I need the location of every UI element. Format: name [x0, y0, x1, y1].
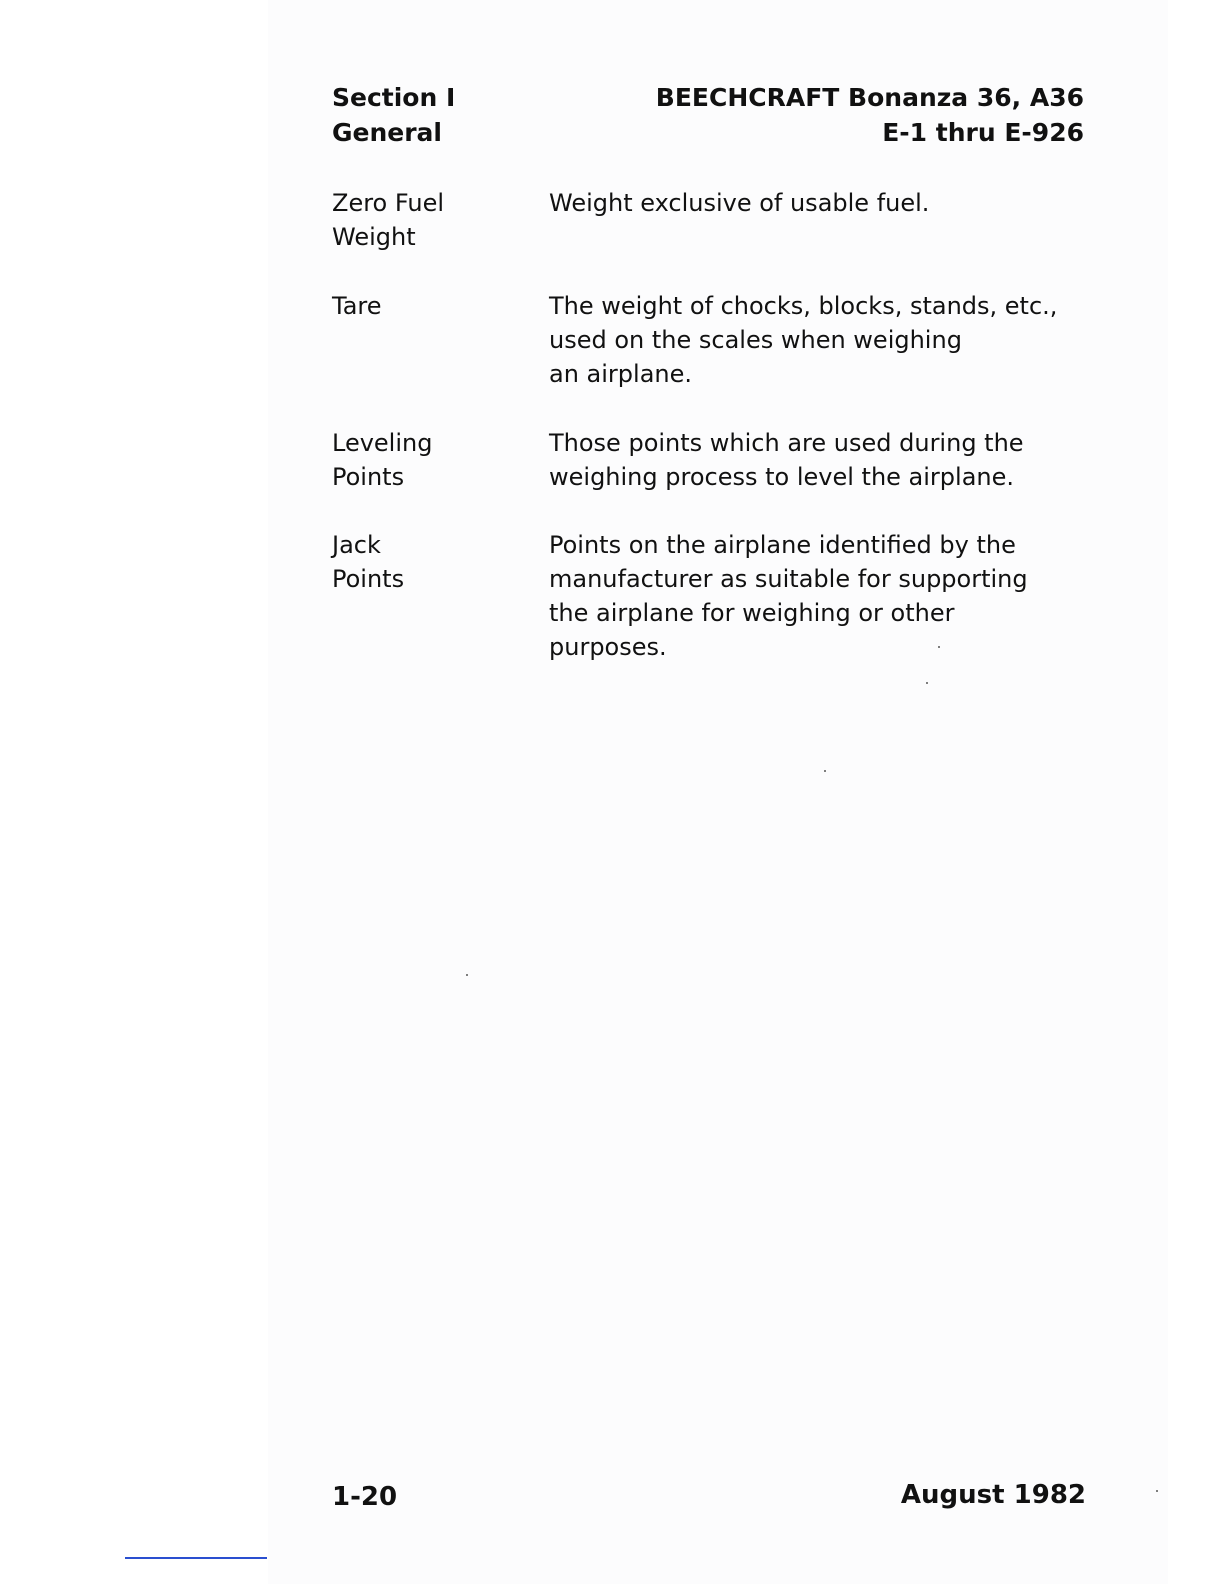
definition-line: used on the scales when weighing	[549, 326, 962, 354]
section-number: Section I	[332, 83, 456, 112]
section-name: General	[332, 118, 442, 147]
bottom-rule	[125, 1557, 267, 1559]
term-line: Tare	[332, 292, 382, 320]
definition-text	[549, 528, 1094, 664]
definition-term	[332, 528, 532, 596]
term-line: Zero Fuel	[332, 189, 444, 217]
definition-term	[332, 289, 532, 323]
section-heading	[332, 80, 455, 150]
term-line: Points	[332, 463, 405, 491]
revision-date: August 1982	[900, 1480, 1086, 1510]
definition-line: an airplane.	[549, 360, 693, 388]
term-line: Jack	[332, 531, 381, 559]
definition-text	[549, 289, 1094, 391]
scan-speck	[926, 682, 928, 684]
definition-term	[332, 186, 532, 254]
scan-speck	[938, 646, 940, 648]
term-line: Points	[332, 565, 405, 593]
definition-line: purposes.	[549, 633, 667, 661]
aircraft-model: BEECHCRAFT Bonanza 36, A36	[655, 83, 1084, 112]
scan-speck	[1156, 1490, 1158, 1492]
definition-line: The weight of chocks, blocks, stands, etc.,	[549, 292, 1058, 320]
definition-text	[549, 426, 1094, 494]
scan-speck	[466, 974, 468, 976]
page-number: 1-20	[332, 1482, 398, 1512]
serial-range: E-1 thru E-926	[882, 118, 1084, 147]
scan-speck	[824, 770, 826, 772]
term-line: Weight	[332, 223, 416, 251]
term-line: Leveling	[332, 429, 433, 457]
definition-line: Weight exclusive of usable fuel.	[549, 189, 930, 217]
definition-line: manufacturer as suitable for supporting	[549, 565, 1028, 593]
definition-text	[549, 186, 1094, 220]
definition-line: Points on the airplane identified by the	[549, 531, 1016, 559]
definition-line: the airplane for weighing or other	[549, 599, 955, 627]
definition-term	[332, 426, 532, 494]
manual-title	[656, 80, 1084, 150]
definition-line: Those points which are used during the	[549, 429, 1024, 457]
definition-line: weighing process to level the airplane.	[549, 463, 1014, 491]
